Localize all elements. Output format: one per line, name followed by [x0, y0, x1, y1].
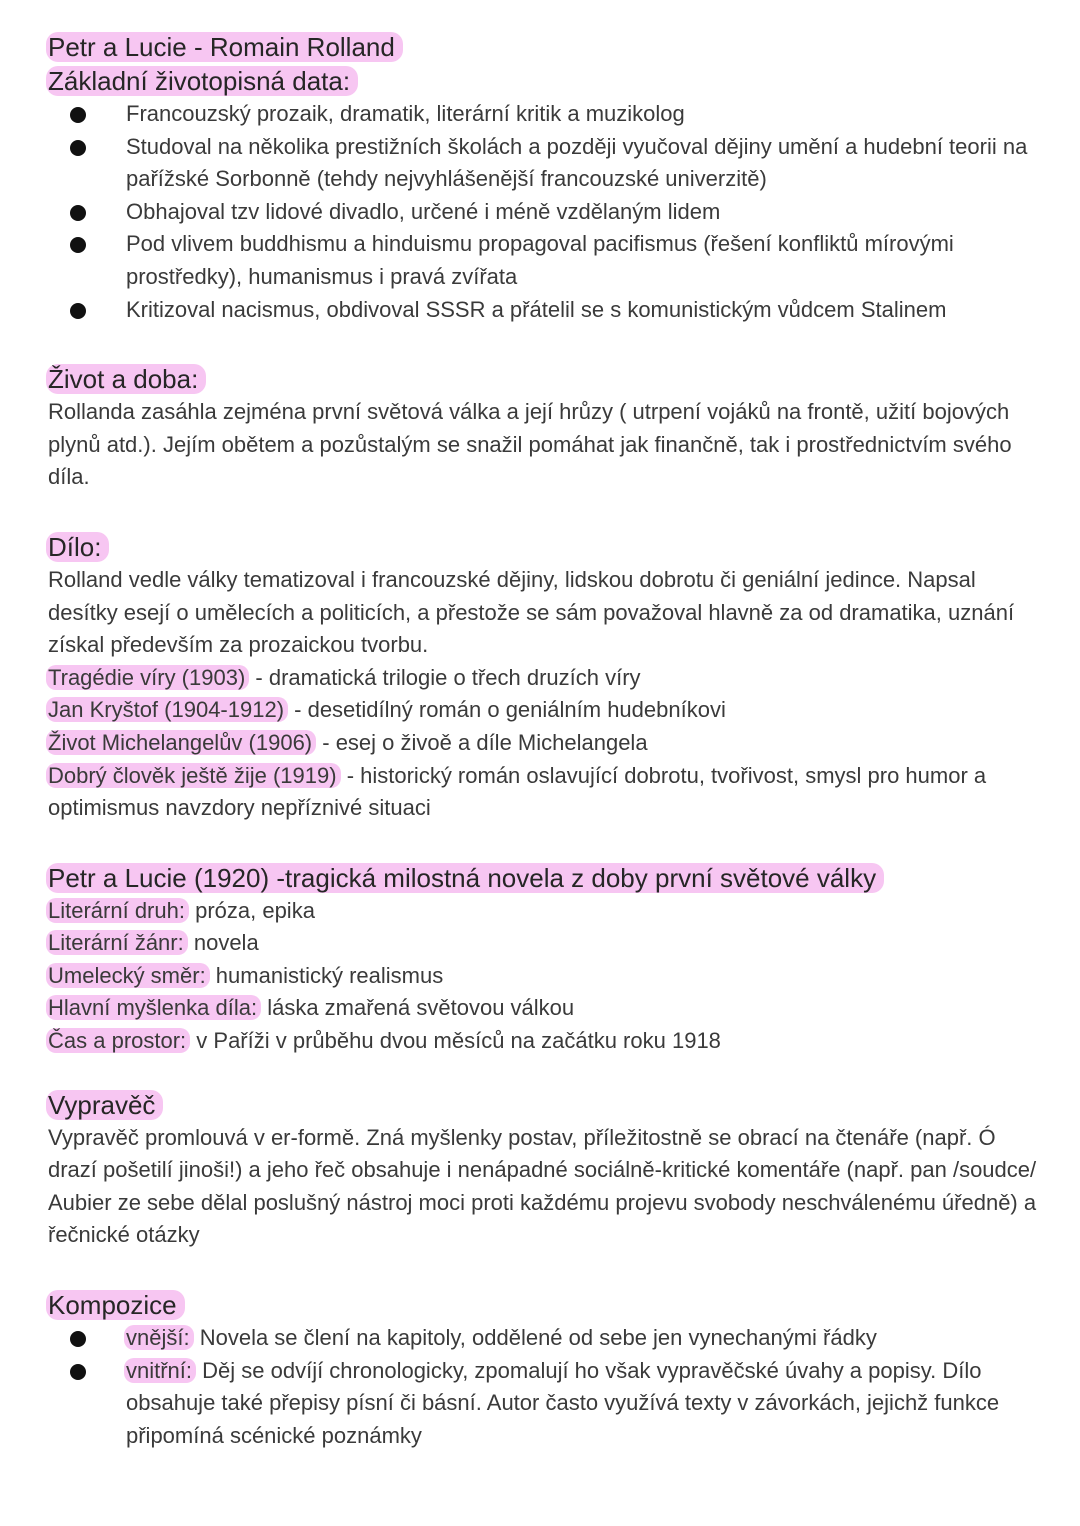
- list-item-text: Pod vlivem buddhismu a hinduismu propagoval pacifismus (řešení konfliktů mírovými prostředky), humanismus i pravá zvířata: [126, 231, 954, 289]
- novel-field: [48, 992, 1048, 1025]
- composition-label: vnější:: [124, 1325, 194, 1350]
- list-item: [48, 98, 1048, 131]
- novel-field: [48, 960, 1048, 993]
- bio-heading: [48, 64, 1048, 98]
- work-heading: [48, 530, 1048, 564]
- bullet-icon: [70, 303, 86, 319]
- novel-subtitle: -tragická milostná novela z doby první světové války: [269, 862, 877, 893]
- list-item-text: Studoval na několika prestižních školách a později vyučoval dějiny umění a hudební teorii na pařížské Sorbonně (tehdy nejvyhlášenější francouzské univerzitě): [126, 133, 1028, 192]
- life-heading-text: Život a doba:: [46, 364, 206, 394]
- work-item: [48, 760, 1048, 825]
- work-item: [48, 694, 1048, 727]
- novel-field: [48, 1025, 1048, 1058]
- work-title: Tragédie víry (1903): [46, 665, 249, 690]
- novel-heading: [48, 861, 1048, 895]
- life-paragraph: Rollanda zasáhla zejména první světová válka a její hrůzy ( utrpení vojáků na frontě, užití bojových plynů atd.). Jejím obětem a pozůstalým se snažil pomáhat jak finančně, tak i prostřednictvím svého díla.: [48, 399, 1012, 490]
- work-desc: - desetidílný román o geniálním hudebníkovi: [288, 697, 726, 723]
- composition-text: Novela se člení na kapitoly, oddělené od sebe jen vynechanými řádky: [193, 1325, 877, 1351]
- field-label: Literární žánr:: [46, 930, 188, 955]
- bullet-icon: [70, 1331, 86, 1347]
- work-intro: Rolland vedle války tematizoval i francouzské dějiny, lidskou dobrotu či geniální jedince. Napsal desítky esejí o umělecích a politicích, a přestože se sám považoval hlavně za od dramatika, uznání získal především za prozaickou tvorbu.: [48, 566, 1015, 658]
- field-label: Literární druh:: [46, 898, 189, 923]
- life-heading: [48, 362, 1048, 396]
- document-title: [48, 30, 1048, 64]
- field-value: v Paříži v průběhu dvou měsíců na začátku roku 1918: [190, 1028, 721, 1054]
- list-item-text: Kritizoval nacismus, obdivoval SSSR a přátelil se s komunistickým vůdcem Stalinem: [126, 296, 947, 322]
- bio-list: [48, 98, 1048, 326]
- list-item: [48, 131, 1048, 196]
- narrator-heading-text: Vypravěč: [46, 1090, 163, 1120]
- work-item: [48, 662, 1048, 695]
- work-heading-text: Dílo:: [46, 532, 109, 562]
- work-desc: - dramatická trilogie o třech druzích víry: [249, 664, 641, 690]
- field-label: Hlavní myšlenka díla:: [46, 995, 261, 1020]
- document-page: [48, 30, 1048, 1452]
- narrator-heading: [48, 1088, 1048, 1122]
- novel-title: Petr a Lucie (1920): [48, 862, 270, 893]
- work-desc: - esej o živoě a díle Michelangela: [316, 729, 648, 755]
- novel-field: [48, 895, 1048, 928]
- bullet-icon: [70, 140, 86, 156]
- novel-field: [48, 927, 1048, 960]
- work-title: Jan Kryštof (1904-1912): [46, 697, 288, 722]
- work-title: Život Michelangelův (1906): [46, 730, 316, 755]
- bio-heading-text: Základní životopisná data:: [46, 66, 358, 96]
- field-label: Čas a prostor:: [46, 1028, 190, 1053]
- field-label: Umelecký směr:: [46, 963, 210, 988]
- novel-heading-highlight: [46, 863, 884, 893]
- bullet-icon: [70, 237, 86, 253]
- list-item: [48, 1322, 1048, 1355]
- field-value: próza, epika: [188, 897, 315, 923]
- list-item: [48, 228, 1048, 293]
- list-item-text: Francouzský prozaik, dramatik, literární kritik a muzikolog: [126, 101, 685, 126]
- list-item: [48, 294, 1048, 327]
- field-value: novela: [187, 930, 259, 956]
- list-item: [48, 1355, 1048, 1453]
- composition-heading-text: Kompozice: [46, 1290, 185, 1320]
- composition-heading: [48, 1288, 1048, 1322]
- work-desc: - historický román oslavující dobrotu, tvořivost, smysl pro humor a optimismus navzdory nepříznivé situaci: [48, 762, 987, 821]
- composition-label: vnitřní:: [124, 1358, 196, 1383]
- narrator-paragraph: Vypravěč promlouvá v er-formě. Zná myšlenky postav, příležitostně se obrací na čtenáře (např. Ó drazí pošetilí jinoši!) a jeho řeč obsahuje i nenápadné sociálně-kritické komentáře (např. pan /soudce/ Aubier ze sebe dělal poslušný nástroj moci proti každému projevu svobody neschválenému úředně) a řečnické otázky: [48, 1124, 1037, 1248]
- field-value: humanistický realismus: [209, 962, 444, 988]
- composition-text: Děj se odvíjí chronologicky, zpomalují ho však vypravěčské úvahy a popisy. Dílo obsahuje také přepisy písní či básní. Autor často využívá texty v závorkách, jejichž funkce připomíná scénické poznámky: [126, 1357, 1000, 1448]
- document-title-text: Petr a Lucie - Romain Rolland: [46, 32, 403, 62]
- bullet-icon: [70, 107, 86, 123]
- bullet-icon: [70, 205, 86, 221]
- work-item: [48, 727, 1048, 760]
- field-value: láska zmařená světovou válkou: [261, 995, 575, 1021]
- list-item-text: Obhajoval tzv lidové divadlo, určené i méně vzdělaným lidem: [126, 198, 721, 224]
- bullet-icon: [70, 1364, 86, 1380]
- work-title: Dobrý člověk ještě žije (1919): [46, 763, 341, 788]
- list-item: [48, 196, 1048, 229]
- composition-list: [48, 1322, 1048, 1452]
